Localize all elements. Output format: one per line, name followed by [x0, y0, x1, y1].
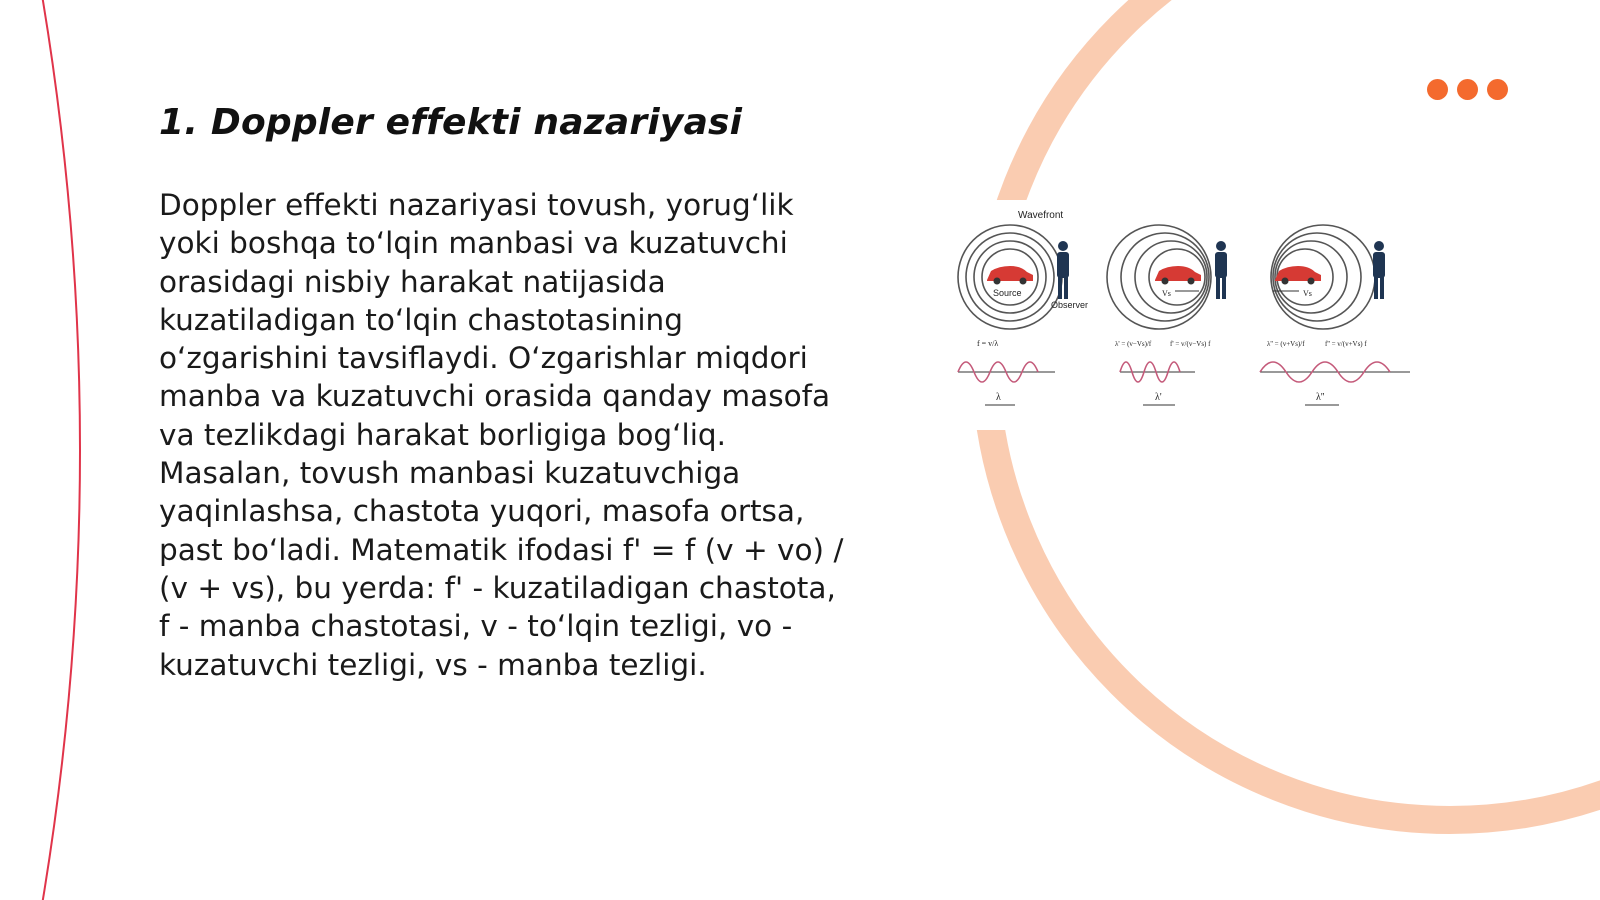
speed-label-panel3: Vs	[1303, 289, 1312, 298]
observer-icon	[1057, 241, 1069, 299]
panel-approaching-source	[1107, 225, 1227, 405]
wavelength-label-panel3: λ''	[1316, 392, 1325, 403]
observer-icon	[1373, 241, 1385, 299]
dot-icon	[1457, 79, 1478, 100]
slide-title: 1. Doppler effekti nazariyasi	[159, 102, 743, 143]
decorative-left-curve	[42, 0, 80, 900]
wavelength-label-panel2: λ'	[1155, 392, 1162, 403]
dot-icon	[1487, 79, 1508, 100]
car-icon	[1275, 266, 1321, 285]
formula-f-panel1: f = v/λ	[977, 339, 999, 348]
wavefront-label: Wavefront	[1018, 210, 1064, 221]
speed-label-panel2: Vs	[1162, 289, 1171, 298]
formula-lambda-panel2: λ' = (v−Vs)/f	[1115, 340, 1152, 348]
menu-dots-icon	[1427, 79, 1508, 100]
observer-icon	[1215, 241, 1227, 299]
source-label: Source	[993, 288, 1022, 298]
car-icon	[1155, 266, 1201, 285]
observer-label: Observer	[1051, 300, 1089, 310]
slide-body-text: Doppler effekti nazariyasi tovush, yorug‘lik yoki boshqa to‘lqin manbasi va kuzatuvchi orasidagi nisbiy harakat natijasida kuzatiladigan to‘lqin chastotasining o‘zgarishini tavsiflaydi. O‘zgarishlar miqdori manba va kuzatuvchi orasida qanday masofa va tezlikdagi harakat borligiga bog‘liq. Masalan, tovush manbasi kuzatuvchiga yaqinlashsa, chastota yuqori, masofa ortsa, past bo‘ladi. Matematik ifodasi f' = f (v + vo) / (v + vs), bu yerda: f' - kuzatiladigan chastota, f - manba chastotasi, v - to‘lqin tezligi, vo - kuzatuvchi tezligi, vs - manba tezligi.	[159, 188, 844, 682]
doppler-diagram	[955, 200, 1440, 430]
formula-lambda-panel3: λ'' = (v+Vs)/f	[1267, 340, 1305, 348]
panel-receding-source	[1260, 225, 1410, 405]
car-icon	[987, 266, 1033, 285]
wavelength-label-panel1: λ	[996, 392, 1001, 403]
formula-f-panel2: f' = v/(v−Vs) f	[1170, 340, 1211, 348]
panel-stationary-source	[958, 225, 1088, 405]
doppler-effect-figure	[955, 200, 1440, 430]
dot-icon	[1427, 79, 1448, 100]
formula-f-panel3: f'' = v/(v+Vs) f	[1325, 340, 1367, 348]
